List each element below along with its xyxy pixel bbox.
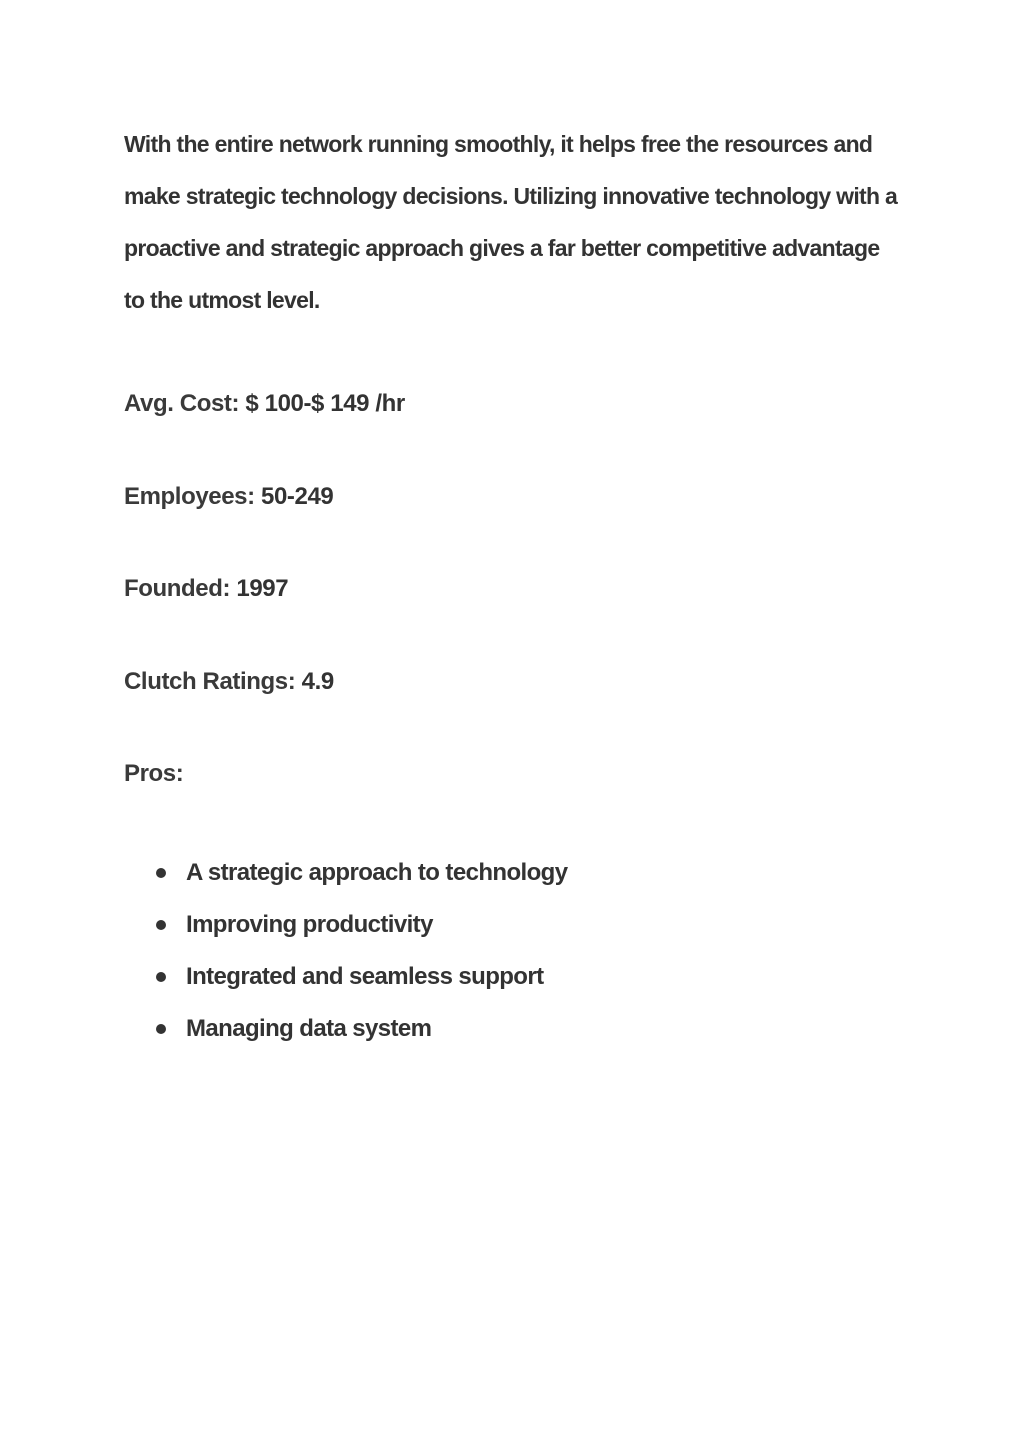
list-item [124, 1002, 904, 1054]
intro-paragraph: With the entire network running smoothly, it helps free the resources and make strategic technology decisions. Utilizing innovative technology with a proactive and strategic approach gives a far better competitive advantage to the utmost level. [124, 131, 898, 313]
clutch-ratings-value: 4.9 [301, 668, 334, 695]
pros-item-text: Improving productivity [186, 911, 433, 938]
employees-value: 50-249 [261, 483, 334, 510]
pros-item-text: Integrated and seamless support [186, 963, 544, 990]
founded-value: 1997 [236, 575, 289, 602]
pros-heading [124, 758, 904, 790]
avg-cost-value: $ 100-$ 149 /hr [245, 390, 405, 417]
bullet-icon [156, 972, 166, 982]
list-item [124, 898, 904, 950]
bullet-icon [156, 920, 166, 930]
bullet-icon [156, 868, 166, 878]
pros-label: Pros: [124, 760, 184, 787]
document-content [124, 118, 904, 1054]
list-item [124, 846, 904, 898]
employees-row [124, 481, 904, 513]
founded-label: Founded: [124, 575, 231, 602]
list-item [124, 950, 904, 1002]
founded-row [124, 573, 904, 605]
clutch-ratings-row [124, 666, 904, 698]
pros-list [124, 846, 904, 1054]
bullet-icon [156, 1024, 166, 1034]
pros-item-text: Managing data system [186, 1015, 432, 1042]
clutch-ratings-label: Clutch Ratings: [124, 668, 296, 695]
pros-item-text: A strategic approach to technology [186, 859, 568, 886]
avg-cost-row [124, 388, 904, 420]
employees-label: Employees: [124, 483, 255, 510]
avg-cost-label: Avg. Cost: [124, 390, 240, 417]
